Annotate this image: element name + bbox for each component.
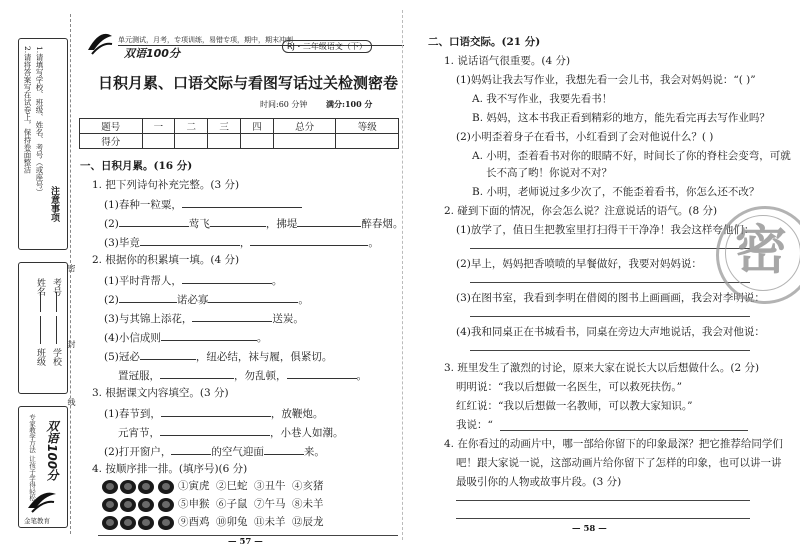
table-cell: 等级	[336, 119, 399, 134]
zodiac-item: ⑪未羊	[254, 516, 286, 528]
q4-prompt: 4. 按顺序排一排。(填序号)(6 分)	[92, 463, 248, 475]
answer-blank[interactable]	[140, 349, 196, 360]
q1-prompt: 1. 把下列诗句补充完整。(3 分)	[92, 179, 240, 191]
secret-stamp-text: 密	[735, 220, 788, 281]
r-q3-1: 明明说：“我以后想做一名医生，可以救死扶伤。”	[456, 381, 682, 393]
brand-name: 金笔教育	[24, 517, 50, 525]
r-q3-3: 我说：“	[456, 419, 493, 431]
text: 的空气迎面	[211, 446, 264, 458]
score-cell[interactable]	[241, 134, 274, 149]
class-label: 班级	[35, 348, 45, 366]
zodiac-picture	[120, 498, 136, 512]
section-2-heading: 二、口语交际。(21 分)	[428, 36, 541, 48]
text: (2)打开窗户，	[104, 446, 172, 458]
score-table-header-row	[80, 119, 399, 134]
text: 来。	[303, 446, 325, 458]
notice-title: 注意事项	[49, 186, 59, 222]
r-q3-prompt: 3. 班里发生了激烈的讨论，原来大家在说长大以后想做什么。(2 分)	[444, 362, 760, 374]
text: (1)平时背帮人，	[104, 275, 182, 287]
zodiac-item: ⑨酉鸡	[178, 516, 210, 528]
text: 醉春烟。	[361, 218, 404, 230]
answer-blank[interactable]	[264, 444, 304, 455]
zodiac-picture	[102, 498, 118, 512]
text: (2)	[104, 294, 119, 306]
full-score-label: 满分:100 分	[326, 99, 373, 109]
zodiac-picture	[120, 516, 136, 530]
seal-mark-2: 封	[67, 340, 76, 348]
text: 元宵节，	[118, 427, 160, 439]
r-q2-4: (4)我和同桌正在书城看书，同桌在旁边大声地说话，我会对他说：	[456, 326, 765, 338]
zodiac-item: ⑫辰龙	[292, 516, 324, 528]
zodiac-picture	[138, 480, 154, 494]
text: (4)小信成则	[104, 332, 161, 344]
text: 。	[298, 294, 309, 306]
secret-stamp	[716, 206, 800, 304]
r-q1-prompt: 1. 说话语气很重要。(4 分)	[444, 55, 571, 67]
r-q1-1a: A. 我不写作业，我要先看书！	[472, 93, 613, 105]
school-field[interactable]	[56, 316, 57, 344]
r-q2-1: (1)放学了，值日生把教室里打扫得干干净净！我会这样夸他们：	[456, 224, 755, 236]
text: ，	[239, 237, 251, 249]
score-cell[interactable]	[175, 134, 208, 149]
text: 。	[356, 370, 367, 382]
zodiac-picture	[158, 498, 174, 512]
page-number-left: — 57 —	[228, 537, 263, 547]
zodiac-answer-line[interactable]	[98, 535, 398, 536]
q2-line-d	[104, 330, 267, 345]
score-cell[interactable]	[273, 134, 336, 149]
q2-prompt: 2. 根据你的积累填一填。(4 分)	[92, 254, 240, 266]
answer-blank[interactable]	[192, 311, 272, 322]
text: 。	[271, 275, 283, 287]
name-field[interactable]	[40, 292, 41, 312]
zodiac-picture	[138, 498, 154, 512]
r-q1-2a2: 长不高了哟！你说对不对？	[486, 167, 612, 179]
notice-rule-1: 1.请填写学校、班级、姓名、考号（或座号）	[35, 46, 44, 196]
r-q1-2b: B. 小明，老师说过多少次了，不能歪着看书，你怎么还不改？	[472, 186, 760, 198]
answer-line[interactable]	[470, 282, 750, 283]
text: (1)春节到，	[104, 408, 161, 420]
text: (3)毕竟	[104, 237, 140, 249]
side-tagline: 专家教学方法 让孩子学得轻松	[28, 414, 36, 501]
text: (3)与其锦上添花，	[104, 313, 193, 325]
q2-line-b	[104, 292, 309, 307]
answer-line[interactable]	[456, 500, 750, 501]
time-label: 时间:60 分钟	[260, 100, 308, 109]
answer-blank[interactable]	[171, 444, 211, 455]
zodiac-item: ②巳蛇	[216, 480, 248, 492]
zodiac-item: ①寅虎	[178, 480, 210, 492]
zodiac-item: ⑥子鼠	[216, 498, 248, 510]
text: ，拂堤	[265, 218, 298, 230]
q3-line-a	[104, 406, 323, 421]
r-q2-3: (3)在图书室，我看到李明在借阅的图书上画画画，我会对李明说：	[456, 292, 765, 304]
name-label: 姓名	[35, 278, 45, 296]
zodiac-item: ⑧未羊	[292, 498, 324, 510]
text: 置冠服，	[118, 370, 160, 382]
answer-blank[interactable]	[208, 292, 298, 303]
number-field[interactable]	[56, 292, 57, 312]
answer-blank[interactable]	[160, 368, 234, 379]
page-divider	[402, 10, 403, 540]
q2-line-a	[104, 273, 282, 288]
answer-blank[interactable]	[297, 216, 361, 227]
answer-line[interactable]	[470, 350, 750, 351]
notice-rule-2: 2.请将答案写在试卷上，保持卷面整洁	[23, 46, 32, 174]
page-title: 日积月累、口语交际与看图写话过关检测密卷	[98, 74, 399, 92]
text: (2)	[104, 218, 119, 230]
answer-line[interactable]	[456, 518, 750, 519]
section-1-heading: 一、日积月累。(16 分)	[80, 160, 193, 172]
table-cell: 得分	[80, 134, 143, 149]
score-cell[interactable]	[142, 134, 175, 149]
q1-line-b	[104, 216, 403, 231]
score-table	[79, 118, 399, 149]
q3-line-c	[104, 444, 325, 459]
text: 莺飞	[188, 218, 210, 230]
zodiac-item: ⑩卯兔	[216, 516, 248, 528]
table-cell: 题号	[80, 119, 143, 134]
binding-strip	[12, 16, 76, 528]
zodiac-picture	[158, 480, 174, 494]
text: (1)春种一粒粟，	[104, 199, 182, 211]
r-q1-2a1: A. 小明，歪着看书对你的眼睛不好，时间长了你的脊柱会变弯，可就	[472, 150, 791, 162]
zodiac-picture	[120, 480, 136, 494]
zodiac-picture	[102, 480, 118, 494]
score-table-row	[80, 134, 399, 149]
r-q4-line-3: 最吸引你的人物或故事片段。(3 分)	[456, 476, 622, 488]
q2-line-e	[104, 349, 332, 364]
answer-blank[interactable]	[140, 235, 240, 246]
page-number-right: — 58 —	[572, 524, 607, 534]
answer-line[interactable]	[500, 430, 748, 431]
zodiac-item: ⑤申猴	[178, 498, 210, 510]
answer-blank[interactable]	[119, 216, 189, 227]
number-label: 考号	[51, 278, 61, 296]
text: 。	[368, 237, 379, 249]
r-q2-2: (2)早上，妈妈把香喷喷的早餐做好，我要对妈妈说：	[456, 258, 702, 270]
answer-blank[interactable]	[210, 216, 266, 227]
brand-logo	[24, 486, 60, 520]
header-logo-icon	[86, 30, 114, 60]
score-cell[interactable]	[336, 134, 399, 149]
q3-line-b	[118, 425, 344, 440]
text: (5)冠必	[104, 351, 140, 363]
q1-line-a	[104, 197, 302, 212]
answer-blank[interactable]	[119, 292, 177, 303]
header-series: 双语100分	[124, 47, 180, 60]
answer-line[interactable]	[470, 316, 750, 317]
text: ，小巷人如潮。	[270, 427, 344, 439]
class-field[interactable]	[40, 316, 41, 344]
answer-blank[interactable]	[250, 235, 368, 246]
zodiac-item: ③丑牛	[254, 480, 286, 492]
text: ，放鞭炮。	[270, 408, 324, 420]
r-q1-1: (1)妈妈让我去写作业，我想先看一会儿书，我会对妈妈说：“( )”	[456, 74, 756, 86]
answer-blank[interactable]	[161, 406, 271, 417]
r-q4-line-2: 吧！跟大家说一说，这部动画片给你留下了怎样的印象，也可以讲一讲	[456, 457, 782, 469]
q2-line-c	[104, 311, 304, 326]
cut-line	[70, 14, 71, 534]
table-cell: 二	[175, 119, 208, 134]
score-cell[interactable]	[208, 134, 241, 149]
zodiac-picture	[158, 516, 174, 530]
answer-blank[interactable]	[161, 330, 257, 341]
q2-line-f	[118, 368, 367, 383]
edition-badge: RJ・二年级语文（下）	[282, 40, 372, 53]
answer-line[interactable]	[470, 248, 750, 249]
text: 送炭。	[272, 313, 304, 325]
answer-blank[interactable]	[287, 368, 357, 379]
zodiac-item: ④亥猪	[292, 480, 324, 492]
text: 。	[256, 332, 268, 344]
r-q1-2: (2)小明歪着身子在看书，小红看到了会对他说什么？( )	[456, 131, 714, 143]
zodiac-picture	[102, 516, 118, 530]
q3-prompt: 3. 根据课文内容填空。(3 分)	[92, 387, 229, 399]
school-label: 学校	[51, 348, 61, 366]
header-tags: 单元测试，月考，专项训练，易错专项，期中，期末冲刺	[118, 36, 293, 44]
r-q2-prompt: 2. 碰到下面的情况，你会怎么说？注意说话的语气。(8 分)	[444, 205, 718, 217]
side-logo: 双语100分	[45, 420, 59, 482]
q1-line-c	[104, 235, 379, 250]
zodiac-item: ⑦午马	[254, 498, 286, 510]
text: ，勿乱顿，	[234, 370, 287, 382]
text: 诺必寡	[176, 294, 209, 306]
r-q3-2: 红红说：“我以后想做一名教师，可以教大家知识。”	[456, 400, 693, 412]
answer-blank[interactable]	[182, 273, 272, 284]
table-cell: 一	[142, 119, 175, 134]
answer-blank[interactable]	[160, 425, 270, 436]
table-cell: 四	[241, 119, 274, 134]
text: ，纽必结，袜与履，俱紧切。	[195, 351, 333, 363]
seal-mark-3: 线	[67, 398, 76, 406]
table-cell: 总分	[273, 119, 336, 134]
zodiac-picture	[138, 516, 154, 530]
answer-blank[interactable]	[182, 197, 302, 208]
r-q1-1b: B. 妈妈，这本书我正看到精彩的地方，能先看完再去写作业吗？	[472, 112, 770, 124]
table-cell: 三	[208, 119, 241, 134]
seal-mark-1: 密	[67, 264, 76, 272]
r-q4-line-1: 4. 在你看过的动画片中，哪一部给你留下的印象最深？把它推荐给同学们	[444, 438, 783, 450]
